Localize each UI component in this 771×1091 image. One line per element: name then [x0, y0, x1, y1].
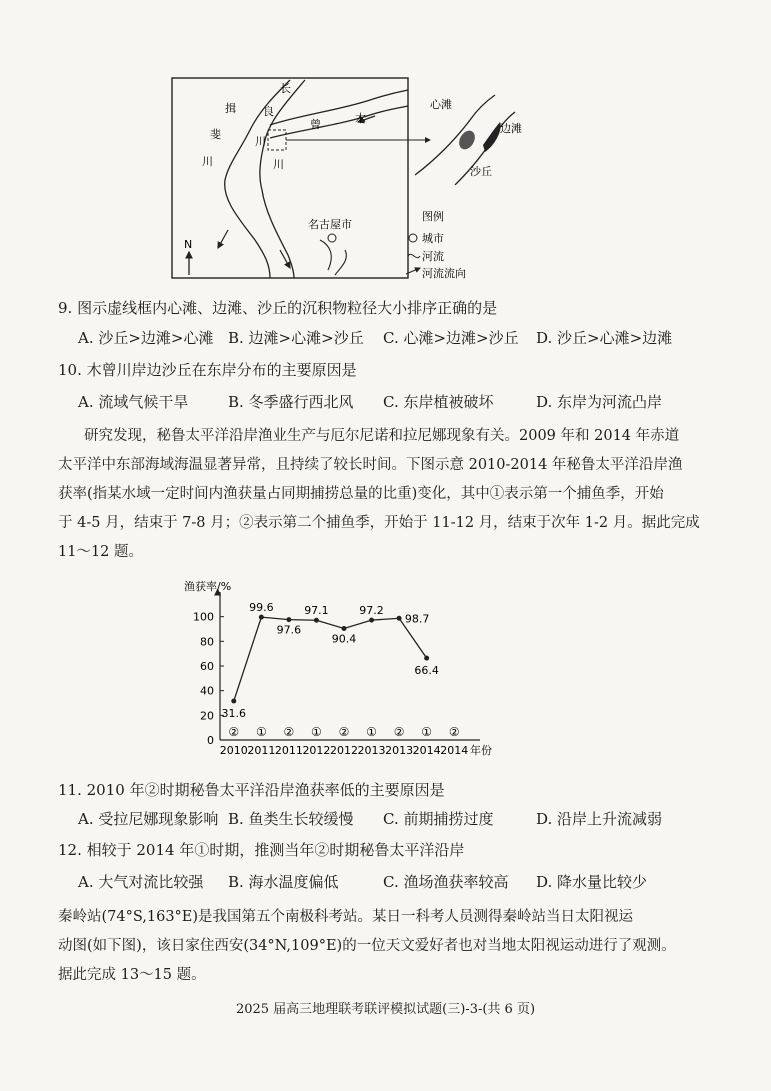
q12-stem: 12. 相较于 2014 年①时期，推测当年②时期秘鲁太平洋沿岸	[58, 841, 465, 859]
data-point	[231, 699, 236, 704]
y-tick-label: 20	[200, 709, 214, 723]
legend-river-icon	[408, 254, 420, 257]
legend-river: 河流	[422, 250, 444, 263]
data-label: 97.1	[304, 604, 329, 618]
q10-stem: 10. 木曾川岸边沙丘在东岸分布的主要原因是	[58, 361, 357, 379]
data-label: 97.2	[359, 604, 384, 618]
q11-option-b[interactable]: B. 鱼类生长较缓慢	[228, 810, 354, 828]
label-chang: 长	[280, 82, 291, 95]
bay-outline	[320, 240, 346, 275]
season-label: ①	[366, 725, 377, 739]
flow-arrow-east	[280, 250, 290, 268]
data-point	[314, 618, 319, 623]
inset-dune-label: 沙丘	[470, 165, 492, 178]
q9-option-a[interactable]: A. 沙丘>边滩>心滩	[78, 329, 214, 347]
x-tick-label: 2010	[219, 744, 248, 757]
season-label: ②	[228, 725, 240, 739]
y-tick-label: 60	[200, 660, 214, 673]
passage-fishery-line-1: 研究发现，秘鲁太平洋沿岸渔业生产与厄尔尼诺和拉尼娜现象有关。2009 年和 2014 年赤道	[84, 428, 680, 444]
x-tick-label: 2011	[274, 744, 303, 757]
q9-stem: 9. 图示虚线框内心滩、边滩、沙丘的沉积物粒径大小排序正确的是	[58, 299, 498, 317]
inset-center-shoal	[456, 128, 478, 152]
city-label: 名古屋市	[308, 218, 352, 231]
legend-flow: 河流流向	[422, 267, 466, 280]
inset-side-shoal-label: 边滩	[500, 122, 522, 135]
data-point	[286, 617, 291, 622]
data-label: 99.6	[249, 601, 274, 615]
inset-figure	[415, 90, 565, 185]
label-chuan-3: 川	[273, 158, 284, 171]
page-footer: 2025 届高三地理联考联评模拟试题(三)-3-(共 6 页)	[235, 1002, 536, 1017]
x-tick-label: 2013	[357, 744, 386, 757]
y-tick-label: 80	[200, 635, 214, 649]
legend-city: 城市	[422, 232, 444, 245]
data-point	[397, 616, 402, 621]
season-label: ②	[283, 725, 295, 739]
q12-option-b[interactable]: B. 海水温度偏低	[228, 873, 339, 891]
q11-stem: 11. 2010 年②时期秘鲁太平洋沿岸渔获率低的主要原因是	[58, 781, 445, 799]
q12-option-d[interactable]: D. 降水量比较少	[536, 873, 648, 891]
data-label: 98.7	[404, 612, 430, 626]
data-point	[369, 618, 374, 623]
passage-fishery-line-5: 11～12 题。	[58, 544, 144, 560]
y-axis-label: 渔获率/%	[184, 580, 232, 593]
season-label: ②	[338, 725, 350, 739]
q10-option-c[interactable]: C. 东岸植被破坏	[383, 393, 494, 411]
river-kiso	[270, 90, 408, 125]
inset-center-shoal-label: 心滩	[430, 98, 452, 111]
data-label: 90.4	[331, 632, 357, 646]
map-frame	[172, 78, 408, 278]
q12-option-a[interactable]: A. 大气对流比较强	[78, 873, 204, 891]
q12-option-c[interactable]: C. 渔场渔获率较高	[383, 873, 509, 891]
label-ibi: 揖	[225, 102, 236, 115]
label-fei: 斐	[210, 128, 221, 141]
inset-side-shoal	[483, 122, 501, 152]
q11-option-c[interactable]: C. 前期捕捞过度	[383, 810, 494, 828]
season-label: ①	[421, 725, 433, 739]
catch-rate-line	[234, 617, 427, 701]
data-point	[259, 615, 264, 620]
passage-fishery-line-4: 于 4-5 月，结束于 7-8 月；②表示第二个捕鱼季，开始于 11-12 月，结束于次年 1-2 月。据此完成	[58, 515, 700, 531]
inset-bank-west	[415, 95, 495, 175]
north-label: N	[184, 238, 193, 251]
flow-arrow-west	[218, 230, 228, 248]
passage-qinling-line-3: 据此完成 13～15 题。	[58, 967, 206, 983]
catch-rate-line-chart	[180, 580, 520, 770]
label-liang: 良	[263, 105, 274, 118]
passage-fishery-line-2: 太平洋中东部海域海温显著异常，且持续了较长时间。下图示意 2010-2014 年秘鲁太平洋沿岸渔	[58, 457, 683, 473]
x-tick-label: 2013	[385, 744, 414, 757]
passage-qinling	[58, 903, 738, 990]
label-mu: 木	[355, 112, 366, 125]
x-tick-label: 2014	[440, 744, 469, 757]
label-chuan-1: 川	[255, 135, 266, 148]
legend-title: 图例	[422, 210, 444, 223]
data-point	[424, 656, 429, 661]
passage-qinling-line-1: 秦岭站(74°S,163°E)是我国第五个南极科考站。某日一科考人员测得秦岭站当日太阳视运	[58, 909, 634, 925]
passage-fishery-line-3: 获率(指某水域一定时间内渔获量占同期捕捞总量的比重)变化，其中①表示第一个捕鱼季，开始	[58, 486, 664, 502]
q11-option-a[interactable]: A. 受拉尼娜现象影响	[78, 810, 219, 828]
y-tick-label: 100	[193, 610, 214, 624]
y-tick-label: 0	[207, 734, 214, 747]
dashed-inset-box	[268, 130, 286, 150]
data-label: 31.6	[221, 707, 247, 721]
river-kiso-bank	[270, 106, 408, 138]
label-chuan-2: 川	[202, 155, 213, 168]
q10-option-a[interactable]: A. 流域气候干旱	[78, 393, 189, 411]
passage-fishery	[58, 422, 738, 567]
season-label: ②	[393, 725, 405, 739]
x-tick-label: 2014	[412, 744, 441, 757]
season-label: ①	[255, 725, 267, 739]
q9-option-b[interactable]: B. 边滩>心滩>沙丘	[228, 329, 364, 347]
q9-option-d[interactable]: D. 沙丘>心滩>边滩	[536, 329, 673, 347]
q10-option-d[interactable]: D. 东岸为河流凸岸	[536, 393, 663, 411]
city-marker	[328, 234, 336, 242]
q10-option-b[interactable]: B. 冬季盛行西北风	[228, 393, 354, 411]
x-tick-label: 2012	[302, 744, 331, 757]
season-label: ①	[311, 725, 322, 739]
season-label: ②	[448, 725, 460, 739]
legend-city-icon	[409, 234, 417, 242]
x-tick-label: 2011	[247, 744, 276, 757]
y-tick-label: 40	[200, 684, 214, 698]
data-point	[342, 626, 347, 631]
data-label: 66.4	[414, 664, 439, 678]
x-axis-label: 年份	[470, 744, 492, 757]
data-label: 97.6	[276, 623, 302, 637]
passage-qinling-line-2: 动图(如下图)，该日家住西安(34°N,109°E)的一位天文爱好者也对当地太阳视运动进行了观测。	[58, 938, 676, 954]
x-tick-label: 2012	[330, 744, 358, 757]
q11-option-d[interactable]: D. 沿岸上升流减弱	[536, 810, 663, 828]
q9-option-c[interactable]: C. 心滩>边滩>沙丘	[383, 329, 519, 347]
label-zeng: 曾	[310, 118, 321, 131]
